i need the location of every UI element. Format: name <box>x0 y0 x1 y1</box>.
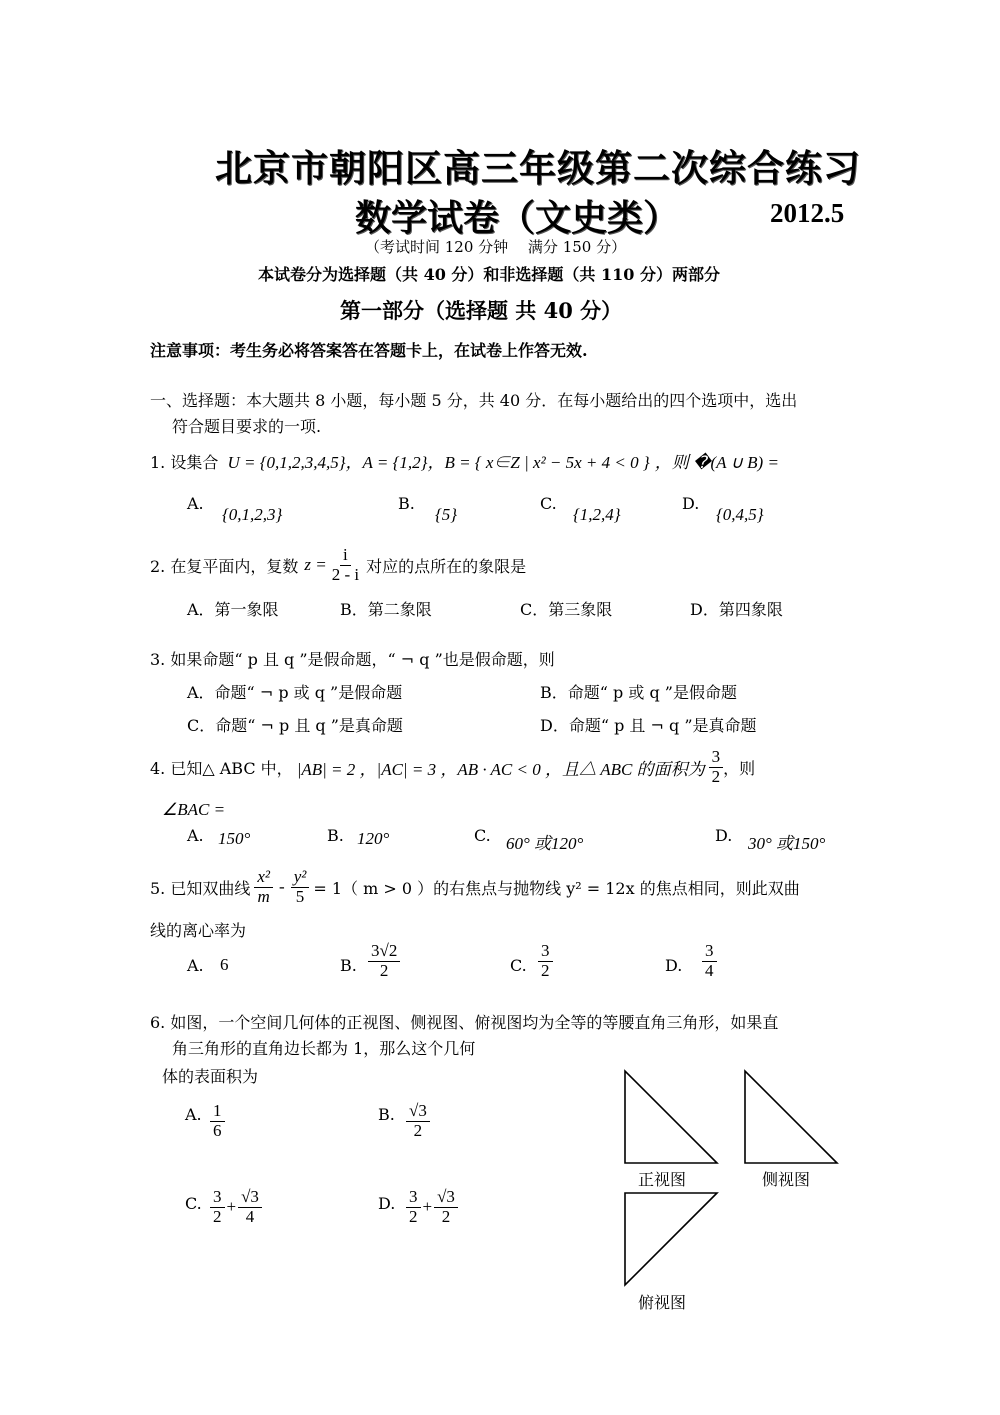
part-title: 第一部分（选择题 共 40 分） <box>340 298 623 323</box>
q6-option-d-a-den: 2 <box>409 1206 418 1226</box>
q5-minus: - <box>279 877 285 897</box>
exam-date: 2012.5 <box>770 198 845 228</box>
q5-option-d-den: 4 <box>705 960 714 980</box>
q6-option-a-den: 6 <box>213 1120 222 1140</box>
q2-option-d: D．第四象限 <box>690 600 783 619</box>
q1-option-b-value: {5} <box>435 505 458 524</box>
q1-stem <box>150 448 779 473</box>
q6-line3: 体的表面积为 <box>162 1067 259 1086</box>
q6-option-d-label: D. <box>378 1194 396 1213</box>
q4-option-d-label: D. <box>715 826 733 845</box>
top-view-triangle <box>625 1193 717 1285</box>
q5-option-a-value: 6 <box>220 955 229 974</box>
q2-stem <box>150 546 526 584</box>
front-view-label: 正视图 <box>638 1170 687 1189</box>
q6-option-b-label: B. <box>378 1105 395 1124</box>
title-line2: 数学试卷（文史类） <box>355 197 680 239</box>
q4-suffix: ，则 <box>723 758 756 778</box>
q4-option-c-label: C. <box>474 826 491 845</box>
q4-condition: |AB| = 2 ，|AC| = 3 ，AB · AC < 0 ，且△ ABC 的面积为 <box>296 759 705 779</box>
notice: 注意事项：考生务必将答案答在答题卡上，在试卷上作答无效. <box>150 341 588 360</box>
q5-fraction-y <box>291 868 310 906</box>
q6-option-c-a-num: 3 <box>210 1188 225 1208</box>
q6-option-a-fraction <box>210 1102 225 1140</box>
exam-composition: 本试卷分为选择题（共 40 分）和非选择题（共 110 分）两部分 <box>258 265 720 284</box>
q2-prefix: 2. 在复平面内，复数 <box>150 556 299 576</box>
q1-option-b-label: B. <box>398 494 415 513</box>
side-view-triangle <box>745 1071 837 1163</box>
q3-stem: 3. 如果命题“ p 且 q ”是假命题，“ ¬ q ”也是假命题，则 <box>150 650 555 669</box>
q4-fraction-den: 2 <box>711 766 721 786</box>
q5-option-b-fraction <box>368 942 400 980</box>
q6-option-d-b-den: 2 <box>441 1206 451 1226</box>
q6-option-d-plus: + <box>422 1197 433 1217</box>
q5-fraction-y-den: 5 <box>295 886 305 906</box>
q4-stem <box>150 748 755 786</box>
q6-option-b-fraction <box>406 1102 430 1140</box>
q5-mid: = 1（ m > 0 ）的右焦点与抛物线 y² = 12x 的焦点相同，则此双曲 <box>313 878 800 898</box>
q5-option-b-den: 2 <box>379 960 389 980</box>
q3-option-d: D．命题“ p 且 ¬ q ”是真命题 <box>540 716 757 735</box>
q6-option-c-a-den: 2 <box>213 1206 222 1226</box>
q5-option-c-num: 3 <box>538 942 553 962</box>
section-heading-line2: 符合题目要求的一项. <box>172 417 322 436</box>
q5-option-b-label: B. <box>340 956 357 975</box>
side-view-label: 侧视图 <box>762 1170 811 1189</box>
q6-option-c-plus: + <box>226 1197 237 1217</box>
section-heading-line1: 一、选择题：本大题共 8 小题，每小题 5 分，共 40 分．在每小题给出的四个选项中，选出 <box>150 391 798 410</box>
q3-option-a: A．命题“ ¬ p 或 q ”是假命题 <box>187 683 403 702</box>
q5-stem <box>150 868 800 906</box>
q5-option-d-num: 3 <box>702 942 717 962</box>
q5-option-b-num: 3√2 <box>368 942 400 962</box>
q6-option-d-frac-b <box>434 1188 458 1226</box>
q2-fraction-den: 2 - i <box>331 564 360 584</box>
q6-option-b-den: 2 <box>413 1120 423 1140</box>
q5-fraction-x-den: m <box>257 886 270 906</box>
q1-prefix: 1. 设集合 <box>150 453 219 472</box>
q6-option-c-frac-b <box>238 1188 262 1226</box>
q4-option-a-value: 150° <box>218 829 251 848</box>
q6-option-c-expr <box>210 1188 262 1226</box>
q4-option-a-label: A. <box>187 826 204 845</box>
q1-sets: U = {0,1,2,3,4,5}，A = {1,2}，B = { x∈Z | x² − 5x + 4 < 0 } <box>227 453 650 472</box>
q5-option-c-den: 2 <box>541 960 550 980</box>
q5-prefix: 5. 已知双曲线 <box>150 878 251 898</box>
q5-option-c-label: C. <box>510 956 527 975</box>
q5-fraction-x-num: x² <box>254 868 273 888</box>
q5-fraction-x <box>254 868 273 906</box>
q4-line2: ∠BAC = <box>162 800 226 819</box>
q2-option-b: B．第二象限 <box>340 600 432 619</box>
q6-option-c-b-num: √3 <box>238 1188 262 1208</box>
q5-option-a-label: A. <box>187 956 204 975</box>
q3-option-b: B．命题“ p 或 q ”是假命题 <box>540 683 737 702</box>
exam-info: （考试时间 120 分钟 满分 150 分） <box>365 238 627 256</box>
q6-option-d-a-num: 3 <box>406 1188 421 1208</box>
q2-fraction-num: i <box>340 546 351 566</box>
title-line1: 北京市朝阳区高三年级第二次综合练习 <box>215 146 861 190</box>
q3-option-c: C．命题“ ¬ p 且 q ”是真命题 <box>187 716 403 735</box>
q4-prefix: 4. 已知△ ABC 中， <box>150 758 293 778</box>
q6-option-d-expr <box>406 1188 458 1226</box>
q6-option-b-num: √3 <box>406 1102 430 1122</box>
q2-suffix: 对应的点所在的象限是 <box>366 556 527 576</box>
q1-option-d-label: D. <box>682 494 700 513</box>
q1-suffix: ，则 �(A ∪ B) = <box>654 453 779 472</box>
q4-option-c-value: 60° 或120° <box>506 834 584 853</box>
q6-option-d-b-num: √3 <box>434 1188 458 1208</box>
q1-option-c-value: {1,2,4} <box>573 505 621 524</box>
q2-fraction <box>329 546 362 584</box>
q5-line2: 线的离心率为 <box>150 921 247 940</box>
q4-option-b-value: 120° <box>357 829 390 848</box>
q6-option-c-b-den: 4 <box>245 1206 255 1226</box>
q5-option-c-fraction <box>538 942 553 980</box>
q5-option-d-label: D. <box>665 956 683 975</box>
q4-option-d-value: 30° 或150° <box>748 834 826 853</box>
q6-option-d-frac-a <box>406 1188 421 1226</box>
q5-fraction-y-num: y² <box>291 868 310 888</box>
q6-option-a-label: A. <box>185 1105 202 1124</box>
q5-option-d-fraction <box>702 942 717 980</box>
q2-option-c: C．第三象限 <box>520 600 613 619</box>
q6-option-a-num: 1 <box>210 1102 225 1122</box>
q6-line2: 角三角形的直角边长都为 1，那么这个几何 <box>172 1039 476 1058</box>
q6-option-c-label: C. <box>185 1194 202 1213</box>
q2-option-a: A．第一象限 <box>187 600 279 619</box>
q4-fraction-num: 3 <box>709 748 724 768</box>
q2-z: z = <box>304 555 327 575</box>
q6-option-c-frac-a <box>210 1188 225 1226</box>
q4-fraction <box>709 748 724 786</box>
q6-line1: 6. 如图，一个空间几何体的正视图、侧视图、俯视图均为全等的等腰直角三角形，如果直 <box>150 1013 779 1032</box>
q1-option-d-value: {0,4,5} <box>716 505 764 524</box>
q1-option-c-label: C. <box>540 494 557 513</box>
q4-option-b-label: B. <box>327 826 344 845</box>
q1-option-a-value: {0,1,2,3} <box>222 505 283 524</box>
q1-option-a-label: A. <box>187 494 204 513</box>
front-view-triangle <box>625 1071 717 1163</box>
top-view-label: 俯视图 <box>638 1293 687 1312</box>
